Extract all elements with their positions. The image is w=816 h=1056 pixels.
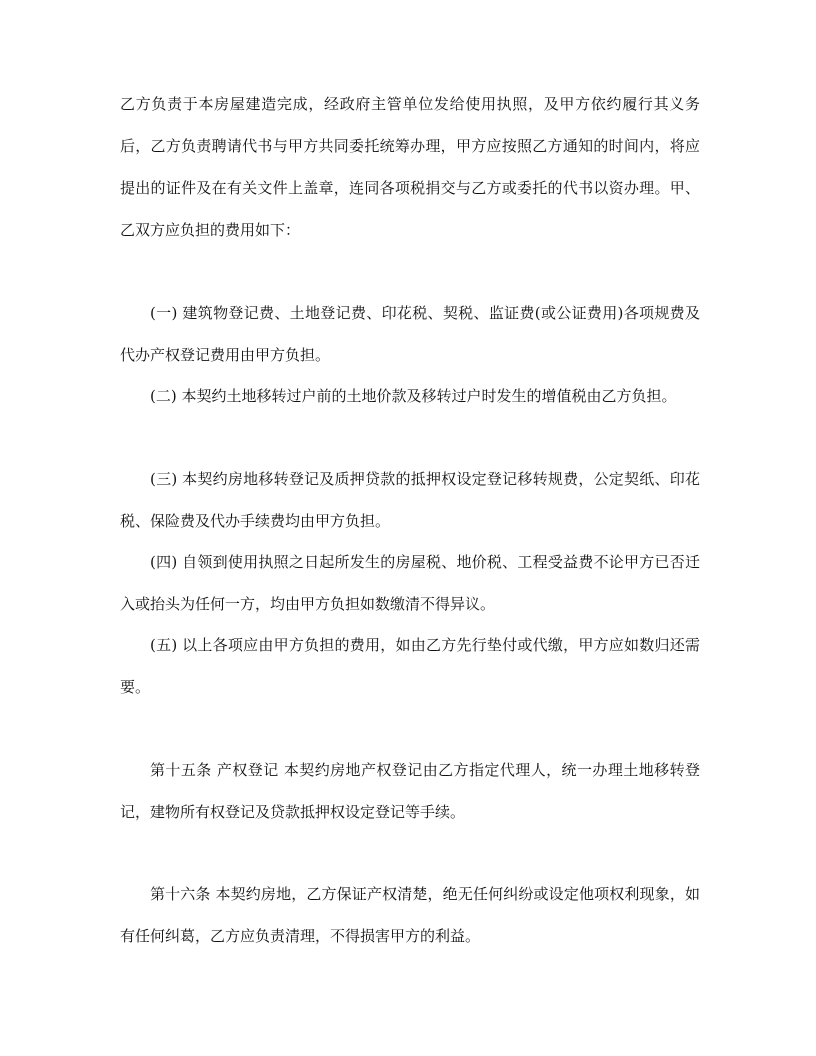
paragraph-item-4: (四) 自领到使用执照之日起所发生的房屋税、地价税、工程受益费不论甲方已否迁入或抬头为任何一方，均由甲方负担如数缴清不得异议。 [120,553,700,613]
paragraph-item-5: (五) 以上各项应由甲方负担的费用，如由乙方先行垫付或代缴，甲方应如数归还需要。 [120,636,700,696]
paragraph-item-2: (二) 本契约土地移转过户前的土地价款及移转过户时发生的增值税由乙方负担。 [150,387,677,405]
paragraph-fee-intro: 乙方负责于本房屋建造完成，经政府主管单位发给使用执照，及甲方依约履行其义务后，乙方负责聘请代书与甲方共同委托统筹办理，甲方应按照乙方通知的时间内，将应提出的证件及在有关文件上盖章，连同各项税捐交与乙方或委托的代书以资办理。甲、乙双方应负担的费用如下： [120,95,700,239]
paragraph-item-1: (一) 建筑物登记费、土地登记费、印花税、契税、监证费(或公证费用)各项规费及代办产权登记费用由甲方负担。 [120,304,700,364]
paragraph-item-3: (三) 本契约房地移转登记及质押贷款的抵押权设定登记移转规费，公定契纸、印花税、保险费及代办手续费均由甲方负担。 [120,470,700,530]
paragraph-article-16: 第十六条 本契约房地，乙方保证产权清楚，绝无任何纠纷或设定他项权利现象，如有任何纠葛，乙方应负责清理，不得损害甲方的利益。 [120,885,700,945]
paragraph-article-15: 第十五条 产权登记 本契约房地产权登记由乙方指定代理人，统一办理土地移转登记，建物所有权登记及贷款抵押权设定登记等手续。 [120,761,700,821]
